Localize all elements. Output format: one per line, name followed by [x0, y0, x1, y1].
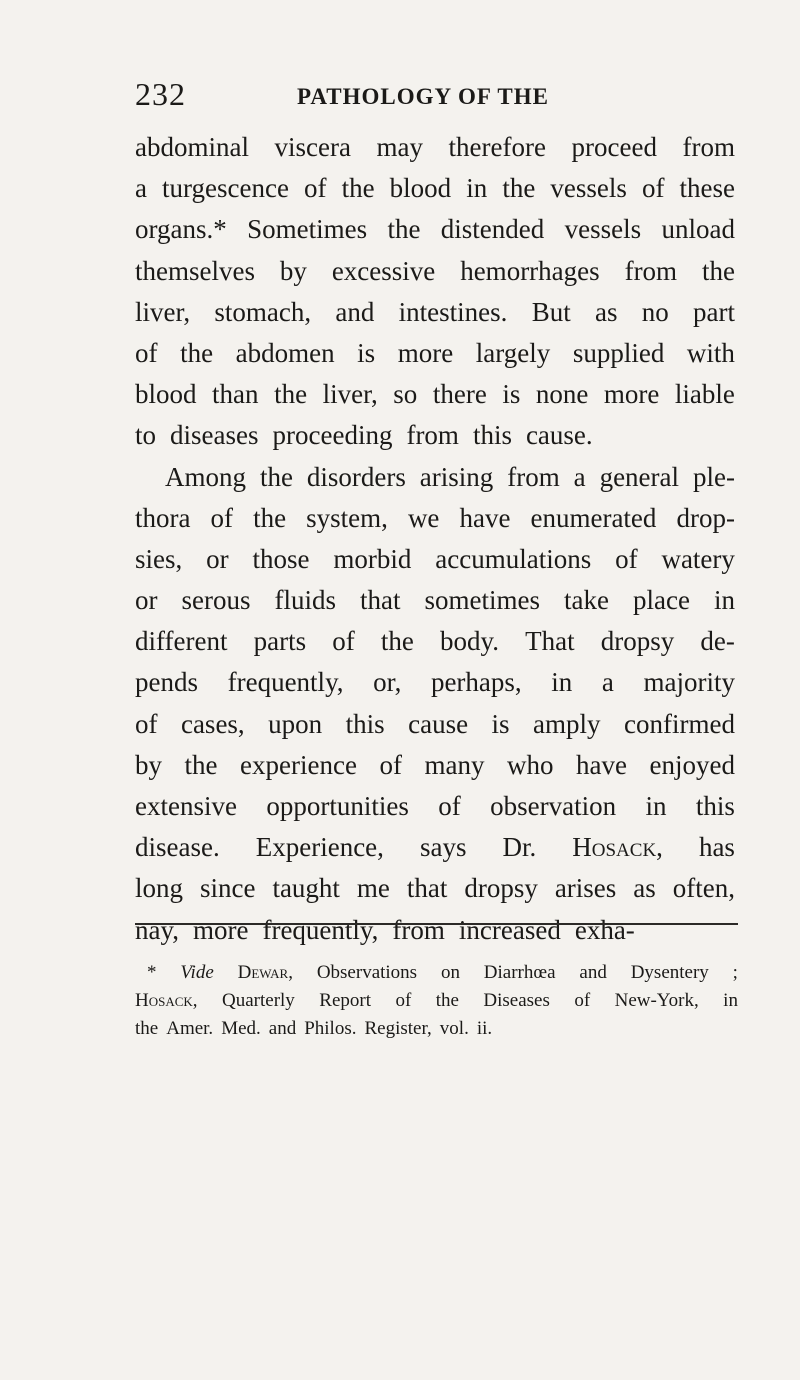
- text-line: abdominal viscera may therefore proceed from: [135, 132, 735, 162]
- footnote-rule: [135, 923, 738, 925]
- page-header: [135, 76, 735, 116]
- text-line: by the experience of many who have enjoyed: [135, 749, 735, 780]
- text-line: Among the disorders arising from a general ple-: [165, 461, 735, 492]
- text-line: extensive opportunities of observation in this: [135, 791, 735, 821]
- text-line: disease. Experience, says Dr. Hosack, has: [135, 832, 735, 863]
- text-line: long since taught me that dropsy arises as often,: [135, 873, 735, 904]
- text-line: themselves by excessive hemorrhages from the: [135, 255, 735, 286]
- text-line: of cases, upon this cause is amply confirmed: [135, 708, 735, 739]
- text-line: nay, more frequently, from increased exha-: [135, 914, 635, 945]
- text-line: organs.* Sometimes the distended vessels unload: [135, 214, 735, 245]
- text-line: or serous fluids that sometimes take place in: [135, 585, 735, 616]
- text-line: a turgescence of the blood in the vessels of these: [135, 173, 735, 204]
- text-line: liver, stomach, and intestines. But as no part: [135, 296, 735, 327]
- text-line: blood than the liver, so there is none more liable: [135, 379, 735, 410]
- page-number: 232: [135, 76, 186, 112]
- text-line: to diseases proceeding from this cause.: [135, 420, 593, 451]
- footnote-line: Hosack, Quarterly Report of the Diseases of New-York, in: [135, 990, 738, 1011]
- footnote-line: * Vide Dewar, Observations on Diarrhœa and Dysentery ;: [147, 962, 738, 983]
- text-line: sies, or those morbid accumulations of watery: [135, 543, 735, 574]
- body-text: [135, 132, 735, 956]
- footnote: [135, 962, 738, 1046]
- running-head: PATHOLOGY OF THE: [297, 84, 549, 109]
- text-line: thora of the system, we have enumerated drop-: [135, 502, 735, 533]
- text-line: different parts of the body. That dropsy de-: [135, 626, 735, 657]
- footnote-line: the Amer. Med. and Philos. Register, vol. ii.: [135, 1018, 493, 1039]
- text-line: pends frequently, or, perhaps, in a majority: [135, 667, 735, 698]
- text-line: of the abdomen is more largely supplied with: [135, 337, 735, 368]
